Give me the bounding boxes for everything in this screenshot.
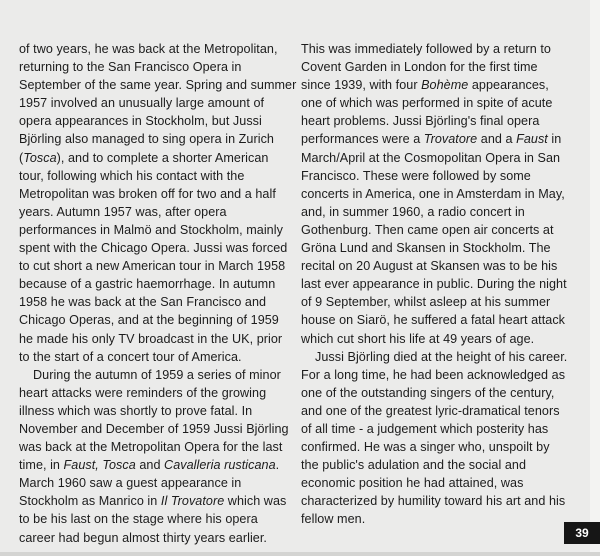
- text-line: [19, 474, 287, 492]
- text-line: [19, 58, 287, 76]
- text-line: [301, 456, 571, 474]
- text-segment: since 1939, with four: [301, 78, 422, 93]
- italic-title: Faust, Tosca: [63, 458, 136, 473]
- text-segment: Gröna Lund and Skansen in Stockholm. The: [301, 241, 551, 256]
- text-segment: Francisco. These were followed by some: [301, 168, 531, 183]
- text-line: [301, 130, 571, 148]
- text-line: [301, 402, 571, 420]
- text-line: [301, 221, 571, 239]
- text-segment: opera appearances in Stockholm, but Jussi: [19, 114, 262, 129]
- text-segment: to the start of a concert tour of America.: [19, 349, 242, 364]
- text-segment: because of a gastric haemorrhage. In autumn: [19, 277, 276, 292]
- text-segment: which cut short his life at 49 years of age.: [301, 331, 535, 346]
- text-line: [19, 293, 287, 311]
- text-line: [301, 420, 571, 438]
- left-text-column: [19, 40, 297, 547]
- text-segment: November and December of 1959 Jussi Björling: [19, 421, 289, 436]
- italic-title: Cavalleria rusticana: [164, 458, 276, 473]
- text-segment: of two years, he was back at the Metropolitan,: [19, 42, 278, 56]
- text-segment: time, in: [19, 458, 64, 473]
- text-segment: This was immediately followed by a return to: [301, 42, 551, 56]
- text-segment: in: [547, 132, 562, 147]
- text-segment: performances were a: [301, 132, 424, 147]
- text-segment: tour, following which his contact with the: [19, 168, 245, 183]
- text-segment: appearances,: [468, 78, 549, 93]
- text-segment: Björling also managed to sing opera in Zurich: [19, 132, 274, 147]
- text-line: [301, 185, 571, 203]
- text-line: [19, 330, 287, 348]
- text-segment: Chicago Operas, and at the beginning of 1959: [19, 313, 279, 328]
- text-segment: fellow men.: [301, 512, 366, 527]
- text-line: [301, 366, 571, 384]
- text-segment: September of the same year. Spring and summer: [19, 78, 297, 93]
- text-line: [19, 203, 287, 221]
- text-segment: 1957 involved an unusually large amount of: [19, 96, 265, 111]
- text-line: [19, 40, 287, 58]
- text-line: [301, 58, 571, 76]
- text-line: [19, 348, 287, 366]
- text-line: [19, 456, 287, 474]
- text-line: [301, 474, 571, 492]
- text-segment: (: [19, 150, 24, 165]
- text-segment: of all time - a judgement which posterity has: [301, 421, 549, 436]
- text-segment: last ever appearance in public. During the night: [301, 277, 567, 292]
- text-segment: and a: [477, 132, 517, 147]
- text-segment: For a long time, he had been acknowledged as: [301, 367, 566, 382]
- text-line: [301, 492, 571, 510]
- text-segment: During the autumn of 1959 a series of minor: [33, 367, 281, 382]
- text-line: [19, 130, 287, 148]
- text-segment: he made his only TV broadcast in the UK, prior: [19, 331, 283, 346]
- text-segment: and: [135, 458, 165, 473]
- text-line: [19, 420, 287, 438]
- text-segment: .: [275, 458, 280, 473]
- text-line: [301, 167, 571, 185]
- text-segment: March/April at the Cosmopolitan Opera in San: [301, 150, 561, 165]
- italic-title: Bohème: [421, 78, 469, 93]
- text-line: [19, 239, 287, 257]
- text-segment: returning to the San Francisco Opera in: [19, 60, 242, 75]
- text-segment: recital on 20 August at Skansen was to be his: [301, 259, 558, 274]
- text-line: [301, 94, 571, 112]
- text-line: [301, 275, 571, 293]
- text-segment: heart problems. Jussi Björling's final opera: [301, 114, 540, 129]
- text-segment: Covent Garden in London for the first time: [301, 60, 538, 75]
- text-segment: March 1960 saw a guest appearance in: [19, 476, 242, 491]
- text-line: [301, 149, 571, 167]
- text-line: [19, 94, 287, 112]
- text-segment: house on Siarö, he suffered a fatal heart attack: [301, 313, 566, 328]
- text-segment: Jussi Björling died at the height of his career.: [315, 349, 568, 364]
- italic-title: Trovatore: [423, 132, 478, 147]
- right-text-column: [301, 40, 571, 529]
- text-line: [19, 167, 287, 185]
- text-segment: heart attacks were reminders of the growing: [19, 385, 267, 400]
- text-segment: spent with the Chicago Opera. Jussi was forced: [19, 241, 288, 256]
- text-segment: one of the outstanding singers of the century,: [301, 385, 555, 400]
- text-segment: one of which was performed in spite of acute: [301, 96, 553, 111]
- text-line: [301, 112, 571, 130]
- text-segment: Metropolitan was broken off for two and a half: [19, 186, 276, 201]
- text-line: [19, 529, 287, 547]
- text-line: [301, 239, 571, 257]
- text-segment: and one of the greatest lyric-dramatical tenors: [301, 403, 560, 418]
- text-line: [19, 76, 297, 94]
- text-line: [19, 438, 287, 456]
- text-segment: to be his last on the stage where his opera: [19, 512, 258, 527]
- text-segment: illness which was shortly to prove fatal. In: [19, 403, 253, 418]
- text-line: [301, 330, 571, 348]
- text-segment: ), and to complete a shorter American: [56, 150, 269, 165]
- text-line: [19, 149, 287, 167]
- text-line: [19, 311, 287, 329]
- text-line: [19, 275, 287, 293]
- text-segment: performances in Malmö and Stockholm, mainly: [19, 222, 283, 237]
- text-segment: Gothenburg. Then came open air concerts at: [301, 222, 554, 237]
- text-segment: concerts in America, one in Amsterdam in May,: [301, 186, 565, 201]
- text-line: [19, 112, 287, 130]
- text-segment: 1958 he was back at the San Francisco and: [19, 295, 267, 310]
- text-line: [301, 76, 571, 94]
- text-line: [19, 402, 287, 420]
- text-line: [301, 293, 571, 311]
- text-line: [19, 257, 287, 275]
- page-edge: [590, 0, 600, 556]
- bottom-edge: [0, 552, 600, 556]
- page-number-badge: 39: [564, 522, 600, 544]
- text-line: [301, 257, 571, 275]
- text-line: [301, 438, 571, 456]
- italic-title: Il Trovatore: [160, 494, 225, 509]
- text-segment: characterized by humility toward his art and his: [301, 494, 566, 509]
- text-line: [19, 384, 287, 402]
- text-line: [301, 311, 571, 329]
- text-segment: of 9 September, whilst asleep at his summer: [301, 295, 551, 310]
- italic-title: Tosca: [23, 150, 57, 165]
- text-segment: was back at the Metropolitan Opera for the last: [19, 440, 283, 455]
- text-line: [19, 185, 287, 203]
- text-segment: years. Autumn 1957 was, after opera: [19, 204, 227, 219]
- text-line: [301, 510, 571, 528]
- text-segment: career had begun almost thirty years earlier.: [19, 530, 267, 545]
- text-segment: economic position he had attained, was: [301, 476, 524, 491]
- text-line: [301, 348, 571, 366]
- text-segment: confirmed. He was a singer who, unspoilt by: [301, 440, 550, 455]
- text-segment: Stockholm as Manrico in: [19, 494, 161, 509]
- text-line: [301, 203, 571, 221]
- italic-title: Faust: [516, 132, 548, 147]
- text-line: [301, 384, 571, 402]
- text-segment: and, in summer 1960, a radio concert in: [301, 204, 525, 219]
- text-segment: which was: [224, 494, 287, 509]
- text-line: [19, 510, 287, 528]
- text-line: [19, 221, 287, 239]
- text-line: [19, 366, 287, 384]
- text-segment: the public's adulation and the social and: [301, 458, 527, 473]
- text-line: [301, 40, 571, 58]
- text-line: [19, 492, 287, 510]
- text-segment: to cut short a new American tour in March 1958: [19, 259, 286, 274]
